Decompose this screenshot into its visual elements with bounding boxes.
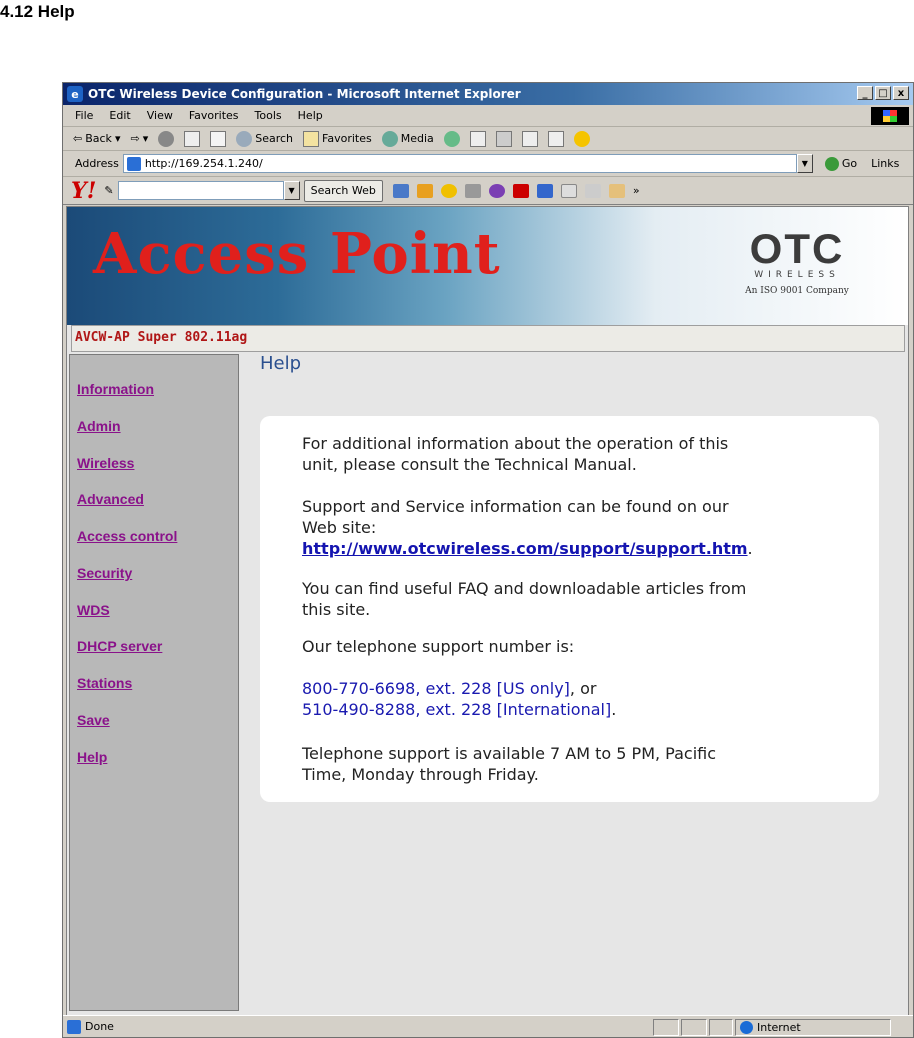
- sidebar-nav: [69, 354, 239, 1011]
- discuss-icon[interactable]: [548, 131, 564, 147]
- page-status-icon: [67, 1020, 81, 1034]
- pencil-icon[interactable]: ✎: [104, 184, 114, 197]
- help-panel: [260, 416, 879, 802]
- nav-advanced[interactable]: Advanced: [77, 491, 144, 507]
- nav-stations[interactable]: Stations: [77, 675, 133, 691]
- forward-button[interactable]: [130, 132, 148, 145]
- close-button[interactable]: x: [893, 86, 909, 100]
- yahoo-toolbar-icons: [393, 184, 640, 198]
- menu-view[interactable]: View: [146, 109, 173, 122]
- status-cell: [681, 1019, 707, 1036]
- highlight-icon[interactable]: [393, 184, 409, 198]
- mail-envelope-icon[interactable]: [561, 184, 577, 198]
- mail-icon[interactable]: [470, 131, 486, 147]
- address-label: Address: [75, 157, 119, 170]
- history-icon[interactable]: [444, 131, 460, 147]
- title-bar: [63, 83, 913, 105]
- media-button[interactable]: [382, 131, 434, 147]
- nav-security[interactable]: Security: [77, 565, 133, 581]
- minimize-button[interactable]: _: [857, 86, 873, 100]
- nav-dhcp-server[interactable]: DHCP server: [77, 638, 163, 654]
- yahoo-search-dropdown[interactable]: ▼: [284, 181, 300, 200]
- menu-file[interactable]: File: [75, 109, 94, 122]
- security-zone: [735, 1019, 891, 1036]
- nav-save[interactable]: Save: [77, 712, 110, 728]
- back-label: Back: [85, 132, 112, 145]
- stop-icon[interactable]: [158, 131, 174, 147]
- nav-admin[interactable]: Admin: [77, 418, 121, 434]
- search-web-button[interactable]: Search Web: [304, 180, 383, 202]
- internet-explorer-icon: e: [67, 86, 83, 102]
- standard-toolbar: [63, 127, 913, 151]
- otc-wireless-logo: [722, 225, 872, 296]
- nav-wds[interactable]: WDS: [77, 602, 110, 618]
- page-title: Help: [260, 353, 302, 374]
- status-done: [67, 1020, 114, 1034]
- yahoo-search-input[interactable]: [118, 181, 284, 200]
- paragraph-hours: Telephone support is available 7 AM to 5 PM, Pacific Time, Monday through Friday.: [302, 744, 717, 784]
- nav-information[interactable]: Information: [77, 381, 154, 397]
- paragraph-faq: You can find useful FAQ and downloadable articles from this site.: [302, 579, 747, 619]
- home-icon[interactable]: [210, 131, 226, 147]
- yahoo-toolbar: [63, 177, 913, 205]
- go-button[interactable]: [825, 157, 857, 171]
- address-input[interactable]: [123, 154, 797, 173]
- zone-label: Internet: [757, 1021, 801, 1034]
- nav-wireless[interactable]: Wireless: [77, 455, 135, 471]
- favorites-button[interactable]: [303, 131, 372, 147]
- status-text: Done: [85, 1020, 114, 1033]
- model-bar: [71, 325, 905, 352]
- address-dropdown-button[interactable]: ▼: [797, 154, 813, 173]
- browser-window: [62, 82, 914, 1038]
- shopping-icon[interactable]: [609, 184, 625, 198]
- maximize-button[interactable]: □: [875, 86, 891, 100]
- refresh-icon[interactable]: [184, 131, 200, 147]
- document-heading: 4.12 Help: [0, 2, 75, 21]
- phone-intro: Our telephone support number is:: [302, 637, 575, 656]
- window-title: OTC Wireless Device Configuration - Microsoft Internet Explorer: [88, 87, 521, 101]
- support-link[interactable]: http://www.otcwireless.com/support/support.htm: [302, 539, 748, 558]
- otc-logo-sub: WIRELESS: [754, 270, 840, 280]
- internet-globe-icon: [740, 1021, 753, 1034]
- search-icon: [236, 131, 252, 147]
- menu-help[interactable]: Help: [297, 109, 323, 122]
- search-label: Search: [255, 132, 294, 145]
- page-icon: [127, 157, 141, 171]
- window-controls: [857, 86, 909, 100]
- finance-icon[interactable]: [537, 184, 553, 198]
- yahoo-logo[interactable]: Y!: [71, 177, 97, 204]
- more-chevron-icon[interactable]: »: [632, 184, 640, 197]
- bookmark-icon[interactable]: [585, 184, 601, 198]
- otc-logo-mark: OTC: [749, 225, 845, 272]
- banner-title: Access Point: [93, 221, 501, 287]
- print-icon[interactable]: [496, 131, 512, 147]
- page-viewport: [66, 206, 909, 1016]
- favorites-icon: [303, 131, 319, 147]
- links-button[interactable]: Links: [871, 157, 900, 170]
- favorites-label: Favorites: [322, 132, 372, 145]
- menu-tools[interactable]: Tools: [254, 109, 282, 122]
- phone-numbers: 800-770-6698, ext. 228 [US only], or 510-490-8288, ext. 228 [International].: [302, 679, 617, 719]
- status-cell: [653, 1019, 679, 1036]
- nav-help[interactable]: Help: [77, 749, 108, 765]
- messenger-icon[interactable]: [574, 131, 590, 147]
- phone-international: 510-490-8288, ext. 228 [International]: [302, 700, 612, 719]
- status-bar: [63, 1015, 913, 1037]
- news-icon[interactable]: [465, 184, 481, 198]
- access-point-banner: [67, 207, 908, 325]
- go-label: Go: [841, 157, 858, 170]
- search-button[interactable]: [236, 131, 293, 147]
- media-label: Media: [400, 132, 434, 145]
- edit-icon[interactable]: [522, 131, 538, 147]
- forward-arrow-icon: ⇨: [130, 132, 140, 145]
- popup-blocker-icon[interactable]: [417, 184, 433, 198]
- forward-dropdown-icon: ▾: [142, 132, 149, 145]
- go-arrow-icon: [825, 157, 839, 171]
- windows-logo-icon: [871, 107, 909, 125]
- back-arrow-icon: ⇦: [73, 132, 83, 145]
- menu-bar: [63, 105, 913, 127]
- model-name: AVCW-AP Super 802.11ag: [75, 330, 248, 345]
- nav-access-control[interactable]: Access control: [77, 528, 178, 544]
- menu-favorites[interactable]: Favorites: [188, 109, 239, 122]
- otc-logo-tagline: An ISO 9001 Company: [745, 286, 849, 296]
- menu-edit[interactable]: Edit: [109, 109, 131, 122]
- my-yahoo-icon[interactable]: [489, 184, 505, 198]
- back-button[interactable]: [73, 132, 120, 145]
- media-icon: [382, 131, 398, 147]
- address-bar: [63, 151, 913, 177]
- back-dropdown-icon: ▾: [114, 132, 121, 145]
- phone-us: 800-770-6698, ext. 228 [US only]: [302, 679, 570, 698]
- yahoo-icon[interactable]: [513, 184, 529, 198]
- paragraph-manual: For additional information about the operation of this unit, please consult the Technical Manual.: [302, 434, 729, 474]
- address-url: http://169.254.1.240/: [144, 157, 263, 170]
- smiley-icon[interactable]: [441, 184, 457, 198]
- paragraph-support: Support and Service information can be found on our Web site: http://www.otcwireless.com/support/support.htm.: [302, 497, 753, 558]
- status-cell: [709, 1019, 733, 1036]
